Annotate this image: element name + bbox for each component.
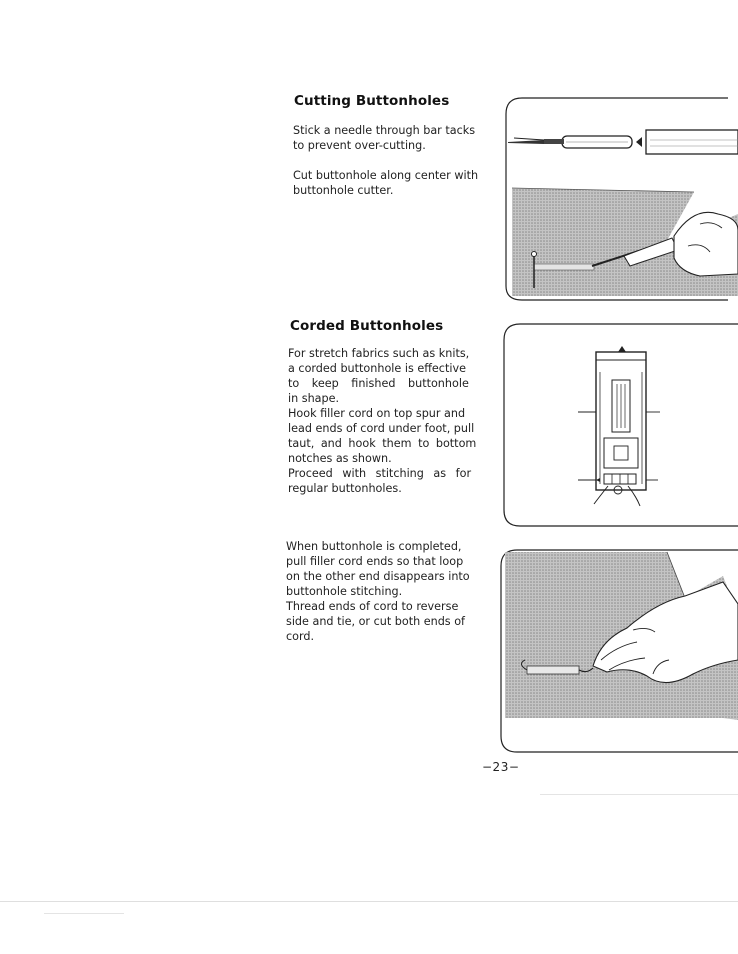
page-number: −23−: [482, 760, 520, 774]
cutting-line: buttonhole cutter.: [293, 184, 394, 197]
pull-cord-line: Thread ends of cord to reverse: [286, 600, 459, 613]
scan-line: [0, 901, 738, 902]
corded-line: Proceed with stitching as for: [288, 467, 472, 480]
buttonhole-cutter-illustration: [504, 96, 738, 302]
corded-line: lead ends of cord under foot, pull: [288, 422, 475, 435]
corded-buttonholes-heading: Corded Buttonholes: [290, 318, 444, 334]
cutting-line: Stick a needle through bar tacks: [293, 124, 476, 137]
buttonhole-foot-with-cord-illustration: [500, 320, 738, 528]
corded-line: in shape.: [288, 392, 340, 405]
corded-line: taut, and hook them to bottom: [288, 437, 477, 450]
cutting-instructions: [293, 123, 483, 198]
corded-line: to keep finished buttonhole: [288, 377, 469, 390]
pull-cord-instructions: [286, 539, 476, 644]
scan-line: [44, 913, 124, 914]
pulling-cord-illustration: [497, 542, 738, 754]
pull-cord-line: pull filler cord ends so that loop: [286, 555, 464, 568]
corded-instructions: [288, 346, 478, 496]
pull-cord-line: on the other end disappears into: [286, 570, 470, 583]
cutting-buttonholes-heading: Cutting Buttonholes: [294, 93, 450, 109]
cutting-line: Cut buttonhole along center with: [293, 169, 479, 182]
pull-cord-line: buttonhole stitching.: [286, 585, 403, 598]
corded-line: notches as shown.: [288, 452, 392, 465]
cutting-line: to prevent over-cutting.: [293, 139, 426, 152]
corded-line: a corded buttonhole is effective: [288, 362, 466, 375]
corded-line: Hook filler cord on top spur and: [288, 407, 466, 420]
corded-line: regular buttonholes.: [288, 482, 402, 495]
pull-cord-line: When buttonhole is completed,: [286, 540, 462, 553]
corded-line: For stretch fabrics such as knits,: [288, 347, 470, 360]
pull-cord-line: side and tie, or cut both ends of: [286, 615, 465, 628]
scan-line: [540, 794, 738, 795]
pull-cord-line: cord.: [286, 630, 315, 643]
